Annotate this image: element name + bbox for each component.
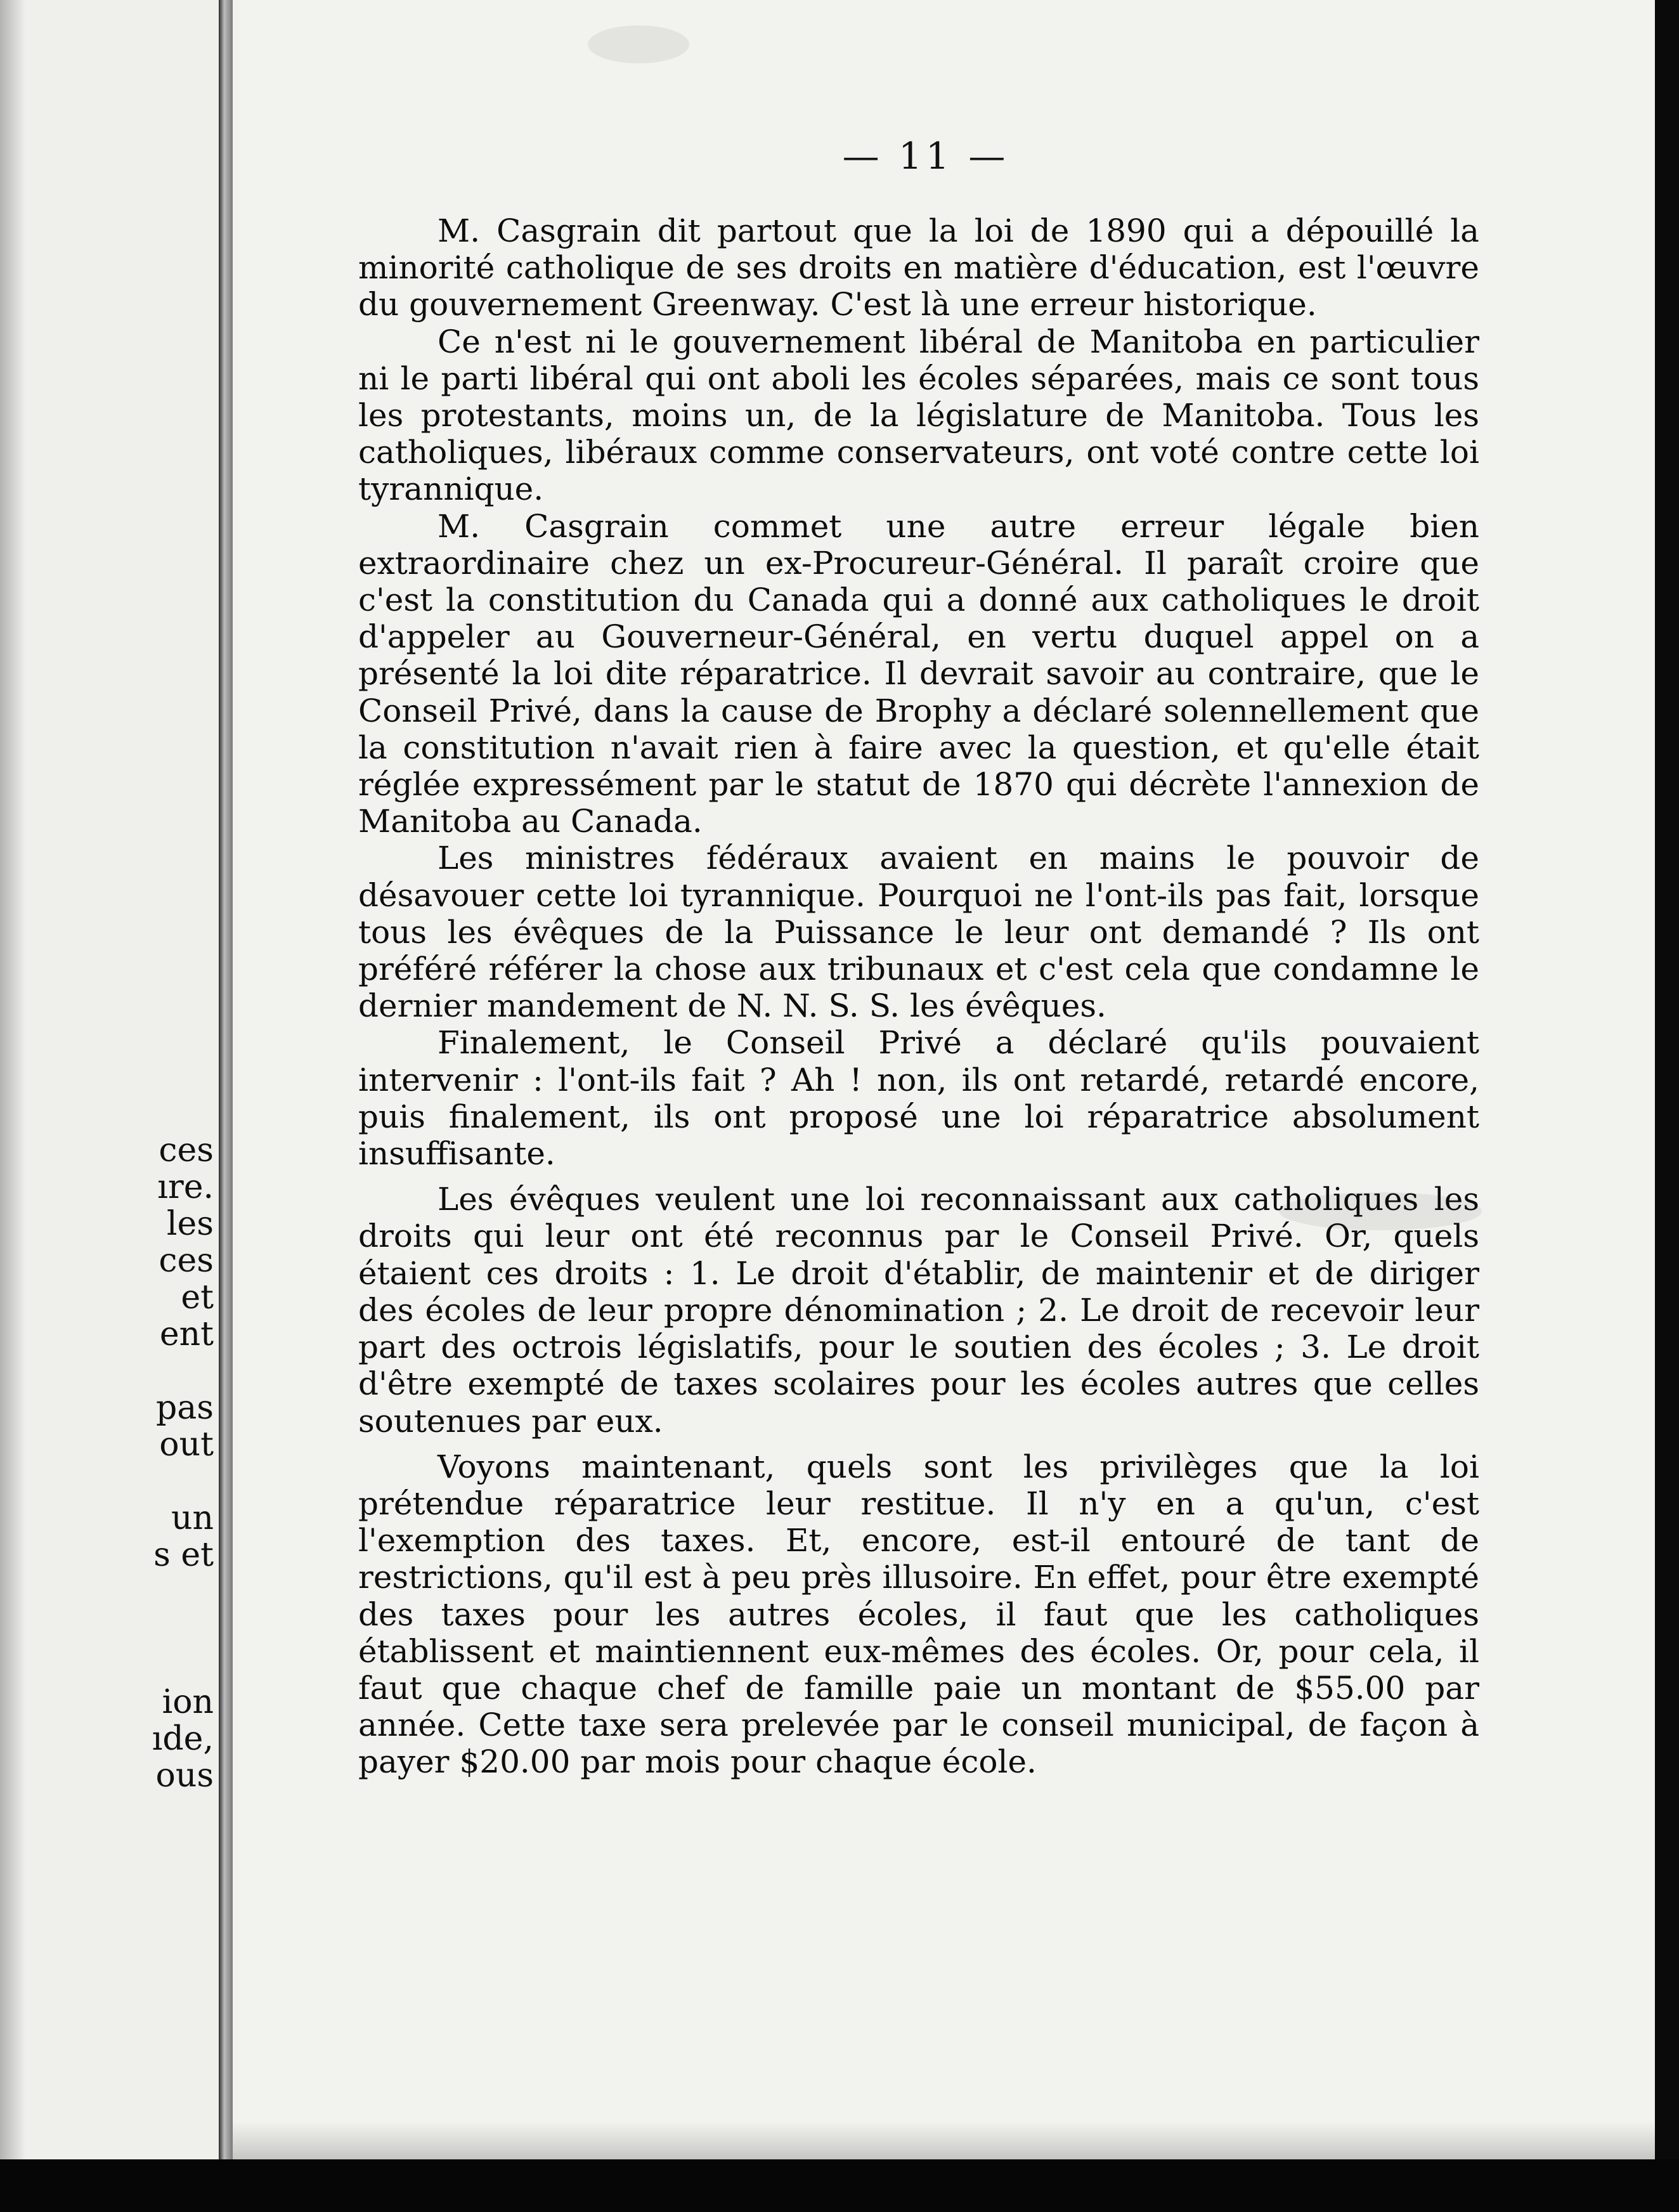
margin-fragment: [0, 1353, 219, 1389]
margin-fragment: ıde,: [152, 1721, 214, 1757]
body-text: [358, 212, 1479, 1781]
margin-fragment: pas: [156, 1389, 214, 1426]
margin-fragment: out: [159, 1426, 214, 1463]
margin-fragment: ces: [159, 1242, 214, 1279]
margin-fragment: [0, 1573, 219, 1610]
margin-fragment: les: [166, 1206, 214, 1242]
page-bottom-shadow: [233, 2121, 1655, 2159]
margin-fragment: ous: [155, 1757, 214, 1794]
margin-fragment: et: [181, 1279, 214, 1316]
margin-fragment: s et: [153, 1537, 214, 1573]
scan-edge-bottom: [0, 2159, 1679, 2212]
page-number: — 11 —: [842, 134, 1009, 178]
left-margin-fragments: [0, 1132, 219, 1794]
paper-stain: [588, 25, 689, 63]
scan-edge-right: [1655, 0, 1679, 2212]
paragraph: Les ministres fédéraux avaient en mains le pouvoir de désavouer cette loi tyrannique. Pourquoi ne l'ont-ils pas fait, lorsque tous les évêques de la Puissance le leur ont demandé ? Ils ont préféré référer la chose aux tribunaux et c'est cela que condamne le dernier mandement de N. N. S. S. les évêques.: [358, 840, 1479, 1025]
book-gutter: [219, 0, 233, 2159]
margin-fragment: [0, 1647, 219, 1684]
left-page-shadow: [0, 0, 25, 2159]
paragraph: Ce n'est ni le gouvernement libéral de Manitoba en particulier ni le parti libéral qui ont aboli les écoles séparées, mais ce sont tous les protestants, moins un, de la législature de Manitoba. Tous les catholiques, libéraux comme conservateurs, ont voté contre cette loi tyrannique.: [358, 323, 1479, 508]
margin-fragment: ces: [159, 1132, 214, 1169]
paragraph: Voyons maintenant, quels sont les privilèges que la loi prétendue réparatrice leur restitue. Il n'y en a qu'un, c'est l'exemption des taxes. Et, encore, est-il entouré de tant de restrictions, qu'il est à peu près illusoire. En effet, pour être exempté des taxes pour les autres écoles, il faut que les catholiques établissent et maintiennent eux-mêmes des écoles. Or, pour cela, il faut que chaque chef de famille paie un montant de $55.00 par année. Cette taxe sera prelevée par le conseil municipal, de façon à payer $20.00 par mois pour chaque école.: [358, 1448, 1479, 1781]
margin-fragment: ıre.: [157, 1169, 214, 1206]
paragraph: M. Casgrain dit partout que la loi de 1890 qui a dépouillé la minorité catholique de ses droits en matière d'éducation, est l'œuvre du gouvernement Greenway. C'est là une erreur historique.: [358, 212, 1479, 323]
paragraph: Les évêques veulent une loi reconnaissant aux catholiques les droits qui leur ont été reconnus par le Conseil Privé. Or, quels étaient ces droits : 1. Le droit d'établir, de maintenir et de diriger des écoles de leur propre dénomination ; 2. Le droit de recevoir leur part des octrois législatifs, pour le soutien des écoles ; 3. Le droit d'être exempté de taxes scolaires pour les écoles autres que celles soutenues par eux.: [358, 1181, 1479, 1440]
paragraph: Finalement, le Conseil Privé a déclaré qu'ils pouvaient intervenir : l'ont-ils fait ? Ah ! non, ils ont retardé, retardé encore, puis finalement, ils ont proposé une loi réparatrice absolument insuffisante.: [358, 1024, 1479, 1173]
margin-fragment: [0, 1610, 219, 1647]
margin-fragment: ion: [162, 1684, 214, 1721]
margin-fragment: un: [171, 1500, 214, 1537]
margin-fragment: [0, 1463, 219, 1500]
paragraph: M. Casgrain commet une autre erreur légale bien extraordinaire chez un ex-Procureur-Général. Il paraît croire que c'est la constitution du Canada qui a donné aux catholiques le droit d'appeler au Gouverneur-Général, en vertu duquel appel on a présenté la loi dite réparatrice. Il devrait savoir au contraire, que le Conseil Privé, dans la cause de Brophy a déclaré solennellement que la constitution n'avait rien à faire avec la question, et qu'elle était réglée expressément par le statut de 1870 qui décrète l'annexion de Manitoba au Canada.: [358, 507, 1479, 840]
margin-fragment: ent: [159, 1316, 214, 1353]
left-page-fragment: [0, 0, 224, 2159]
